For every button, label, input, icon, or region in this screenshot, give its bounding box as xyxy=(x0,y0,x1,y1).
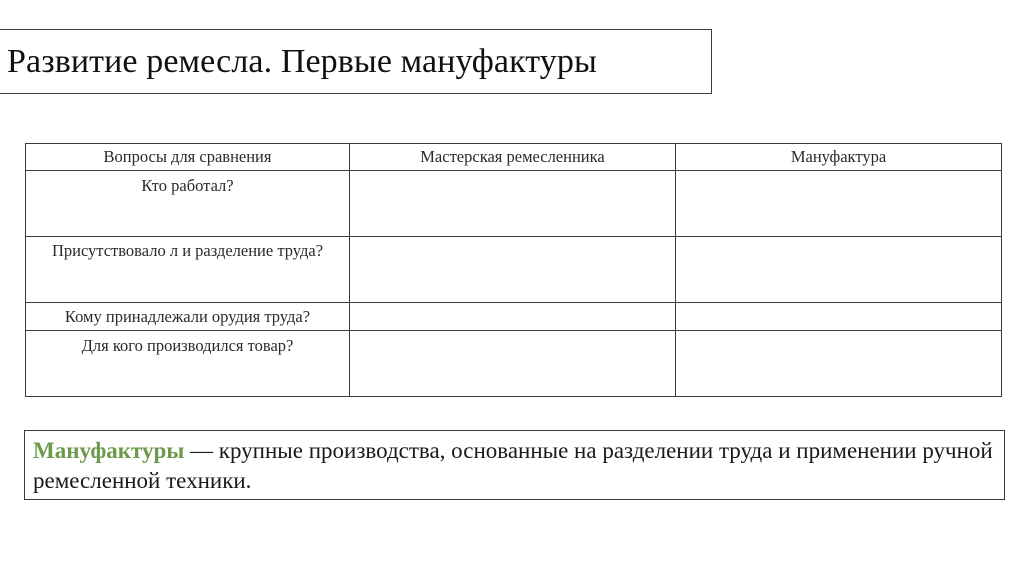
header-questions: Вопросы для сравнения xyxy=(26,144,350,171)
manufactory-answer-cell[interactable] xyxy=(676,171,1002,237)
header-workshop: Мастерская ремесленника xyxy=(350,144,676,171)
table-row xyxy=(26,171,1002,237)
workshop-answer-cell[interactable] xyxy=(350,171,676,237)
comparison-table xyxy=(25,143,1002,397)
question-cell: Кому принадлежали орудия труда? xyxy=(26,303,350,331)
manufactory-answer-cell[interactable] xyxy=(676,303,1002,331)
manufactory-answer-cell[interactable] xyxy=(676,237,1002,303)
manufactory-answer-cell[interactable] xyxy=(676,331,1002,397)
question-cell: Для кого производился товар? xyxy=(26,331,350,397)
table-row xyxy=(26,303,1002,331)
workshop-answer-cell[interactable] xyxy=(350,331,676,397)
workshop-answer-cell[interactable] xyxy=(350,303,676,331)
definition-term: Мануфактуры xyxy=(33,438,185,463)
workshop-answer-cell[interactable] xyxy=(350,237,676,303)
table-header-row xyxy=(26,144,1002,171)
table-row xyxy=(26,331,1002,397)
table-row xyxy=(26,237,1002,303)
question-cell: Присутствовало л и разделение труда? xyxy=(26,237,350,303)
header-manufactory: Мануфактура xyxy=(676,144,1002,171)
definition-text: — крупные производства, основанные на разделении труда и применении ручной ремесленной техники. xyxy=(33,438,993,493)
definition-box xyxy=(24,430,1005,500)
title-box xyxy=(0,29,712,94)
question-cell: Кто работал? xyxy=(26,171,350,237)
slide-title: Развитие ремесла. Первые мануфактуры xyxy=(7,42,597,80)
